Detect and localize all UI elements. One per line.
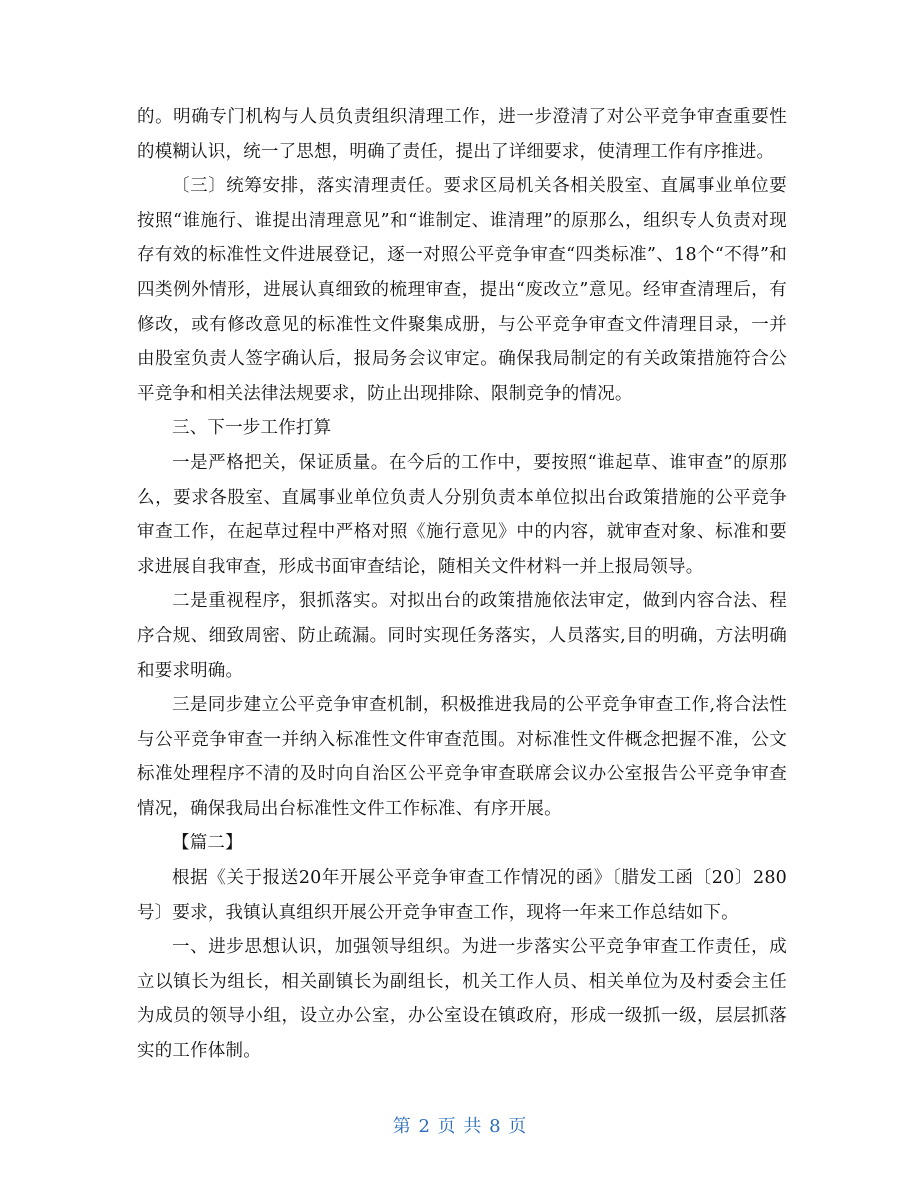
section-heading-next-steps: 三、下一步工作打算: [172, 418, 332, 439]
paragraph-section-3-item: 〔三〕统筹安排，落实清理责任。要求区局机关各相关股室、直属事业单位要按照“谁施行、谁提出清理意见”和“谁制定、谁清理”的原那么，组织专人负责对现存有效的标准性文件进展登记，逐一对照公平竞争审查“四类标准”、18个“不得”和四类例外情形，进展认真细致的梳理审查，提出“废改立”意见。经审查清理后，有修改，或有修改意见的标准性文件聚集成册，与公平竞争审查文件清理目录，一并由股室负责人签字确认后，报局务会议审定。确保我局制定的有关政策措施符合公平竞争和相关法律法规要求，防止出现排除、限制竞争的情况。: [137, 176, 787, 404]
section-heading-part-two: 【篇二】: [172, 833, 243, 854]
document-body: [137, 100, 787, 1069]
paragraph-part-two-intro: 根据《关于报送20年开展公平竞争审查工作情况的函》〔腊发工函〔20〕280号〕要求，我镇认真组织开展公开竞争审查工作，现将一年来工作总结如下。: [137, 868, 787, 923]
paragraph-continuation: 的。明确专门机构与人员负责组织清理工作，进一步澄清了对公平竞争审查重要性的模糊认识，统一了思想，明确了责任，提出了详细要求，使清理工作有序推进。: [137, 107, 787, 162]
paragraph-point-two: 二是重视程序，狠抓落实。对拟出台的政策措施依法审定，做到内容合法、程序合规、细致周密、防止疏漏。同时实现任务落实，人员落实,目的明确，方法明确和要求明确。: [137, 591, 787, 681]
paragraph-part-two-item-one: 一、进步思想认识，加强领导组织。为进一步落实公平竞争审查工作责任，成立以镇长为组长，相关副镇长为副组长，机关工作人员、相关单位为及村委会主任为成员的领导小组，设立办公室，办公室设在镇政府，形成一级抓一级，层层抓落实的工作体制。: [137, 937, 787, 1062]
page-footer: 第 2 页 共 8 页: [392, 1116, 528, 1137]
paragraph-point-three: 三是同步建立公平竞争审查机制，积极推进我局的公平竞争审查工作,将合法性与公平竞争审查一并纳入标准性文件审查范围。对标准性文件概念把握不准，公文标准处理程序不清的及时向自治区公平竞争审查联席会议办公室报告公平竞争审查情况，确保我局出台标准性文件工作标准、有序开展。: [137, 695, 787, 819]
paragraph-point-one: 一是严格把关，保证质量。在今后的工作中，要按照“谁起草、谁审查”的原那么，要求各股室、直属事业单位负责人分别负责本单位拟出台政策措施的公平竞争审查工作，在起草过程中严格对照《施行意见》中的内容，就审查对象、标准和要求进展自我审查，形成书面审查结论，随相关文件材料一并上报局领导。: [137, 452, 787, 577]
